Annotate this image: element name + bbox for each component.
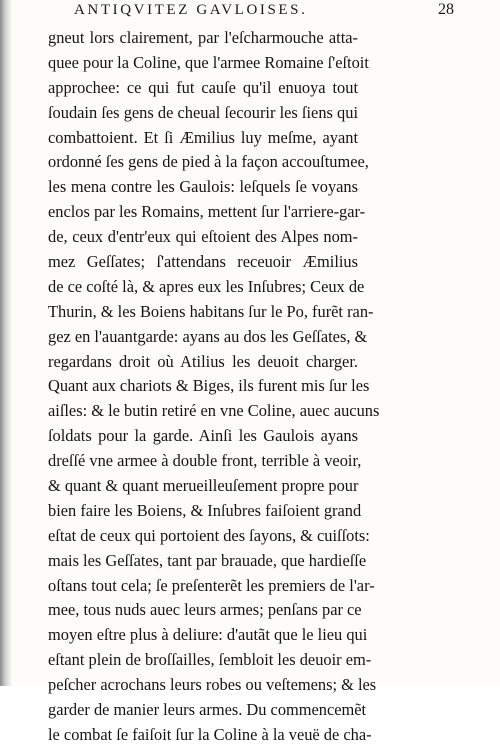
text-line: moyen eſtre plus à deliure: d'autãt que le lieu qui [48, 625, 368, 645]
text-line: eſtat de ceux qui portoient des ſayons, & cuiſſots: [48, 525, 370, 545]
text-line: ordonné ſes gens de pied à la façon accouſtumee, [48, 152, 369, 172]
text-line: combattoient. Et ſi Æmilius luy meſme, ayant [48, 127, 358, 147]
text-line: dreſſé vne armee à double front, terrible à veoir, [48, 451, 362, 471]
text-line: mee, tous nuds auec leurs armes; penſans par ce [48, 600, 362, 620]
text-line: peſcher acrochans leurs robes ou veſtemens; & les [48, 675, 377, 695]
text-line: regardans droit où Atilius les deuoit charger. [48, 351, 358, 371]
text-line: gneut lors clairement, par l'eſcharmouche atta- [48, 28, 358, 47]
text-line: & quant & quant merueilleuſement propre pour [48, 476, 359, 496]
text-line: eſtant plein de broſſailles, ſembloit les deuoir em- [48, 650, 372, 670]
text-line: le combat ſe faiſoit ſur la Coline à la veuë de cha- [48, 724, 372, 744]
text-line: aiſles: & le butin retiré en vne Coline, auec aucuns [48, 401, 380, 421]
binding-shadow [0, 0, 12, 686]
text-line: gez en l'auantgarde: ayans au dos les Geſſates, & [48, 326, 368, 346]
text-line: mais les Geſſates, tant par brauade, que hardieſſe [48, 550, 367, 570]
text-line: garder de manier leurs armes. Du commencemẽt [48, 700, 367, 720]
running-head: ANTIQVITEZ GAVLOISES. [74, 2, 308, 18]
text-line: de ce coſté là, & apres eux les Inſubres; Ceux de [48, 276, 365, 296]
text-line: ſoudain ſes gens de cheual ſecourir les ſiens qui [48, 102, 358, 122]
text-line: Thurin, & les Boiens habitans ſur le Po, furẽt ran- [48, 301, 374, 321]
text-line: quee pour la Coline, que l'armee Romaine ſ'eſtoit [48, 52, 369, 72]
text-line: oſtans tout cela; ſe preſenterẽt les premiers de l'ar- [48, 575, 375, 595]
text-line: Quant aux chariots & Biges, ils furent mis ſur les [48, 376, 370, 396]
text-line: de, ceux d'entr'eux qui eſtoient des Alpes nom- [48, 227, 358, 247]
body-text [48, 26, 380, 748]
page-number: 28 [438, 1, 454, 18]
text-line: approchee: ce qui fut cauſe qu'il enuoya tout [48, 77, 358, 97]
text-line: enclos par les Romains, mettent ſur l'arriere-gar- [48, 202, 366, 222]
page-header [74, 2, 454, 24]
text-line: ſoldats pour la garde. Ainſi les Gaulois ayans [48, 426, 358, 446]
text-line: mez Geſſates; ſ'attendans receuoir Æmilius [48, 252, 358, 272]
text-line: bien faire les Boiens, & Inſubres faiſoient grand [48, 500, 362, 520]
text-line: les mena contre les Gaulois: leſquels ſe voyans [48, 177, 358, 197]
